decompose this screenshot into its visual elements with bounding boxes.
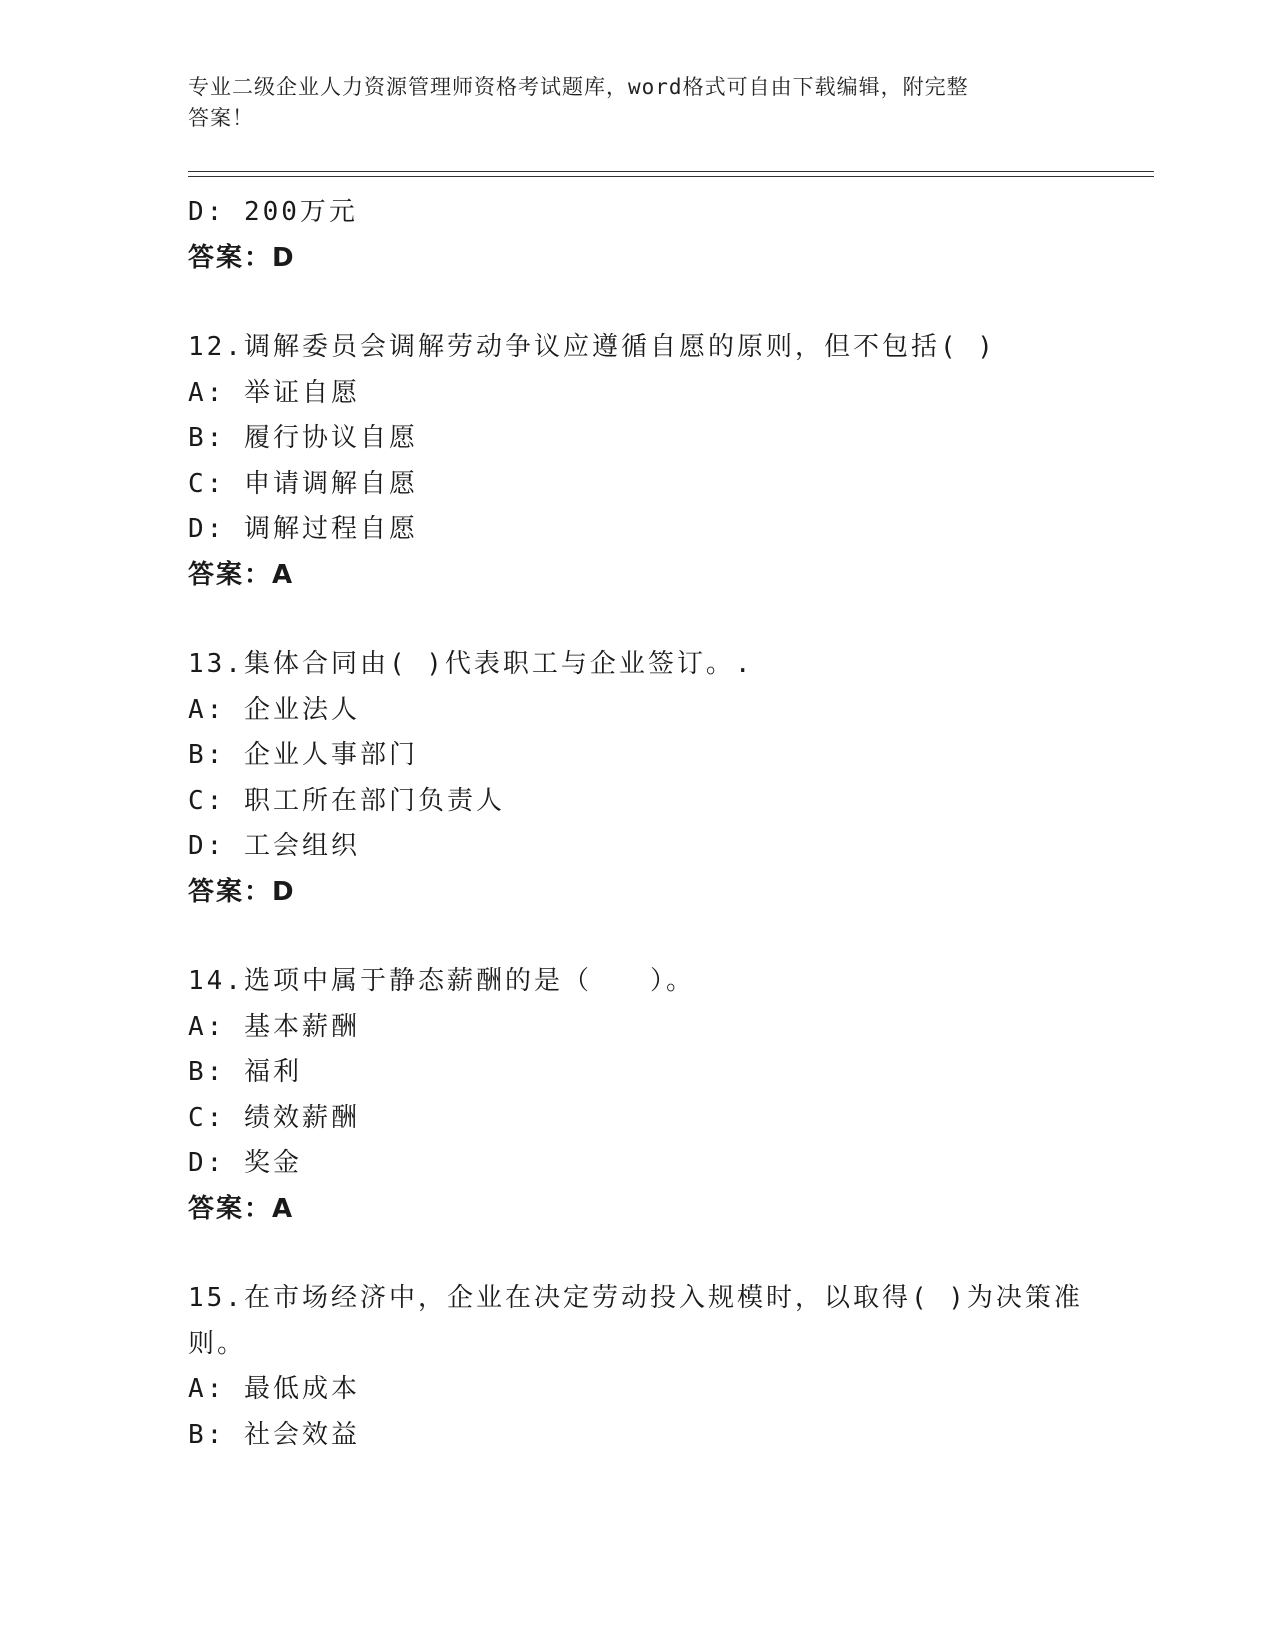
spacer	[188, 915, 1088, 959]
spacer	[188, 598, 1088, 642]
option-b: B: 社会效益	[188, 1419, 360, 1450]
option-b: B: 履行协议自愿	[188, 423, 418, 453]
question-14	[188, 959, 1088, 1232]
header-rule-top	[188, 171, 1154, 172]
answer: 答案：A	[188, 1193, 295, 1224]
question-15	[188, 1276, 1088, 1458]
option-a: A: 企业法人	[188, 694, 360, 725]
option-a: A: 最低成本	[188, 1374, 360, 1404]
option-d: D: 调解过程自愿	[188, 514, 418, 544]
spacer	[188, 1232, 1088, 1276]
option-d: D: 奖金	[188, 1148, 302, 1178]
option-c: C: 绩效薪酬	[188, 1102, 360, 1133]
q11-option-d: D: 200万元	[188, 197, 358, 227]
question-list	[188, 190, 1088, 1458]
spacer	[188, 281, 1088, 325]
answer: 答案：A	[188, 559, 295, 590]
q11-answer: 答案：D	[188, 242, 296, 273]
question-stem: 12.调解委员会调解劳动争议应遵循自愿的原则，但不包括( )	[188, 332, 996, 362]
option-c: C: 职工所在部门负责人	[188, 785, 505, 816]
header-rule-bottom	[188, 176, 1154, 177]
option-a: A: 基本薪酬	[188, 1011, 360, 1042]
answer: 答案：D	[188, 876, 296, 907]
question-stem-line-2: 则。	[188, 1328, 247, 1359]
header-title-line-2: 答案！	[188, 106, 254, 130]
question-stem-line-1: 15.在市场经济中，企业在决定劳动投入规模时，以取得( )为决策准	[188, 1283, 1083, 1313]
option-b: B: 福利	[188, 1057, 302, 1087]
question-13	[188, 642, 1088, 915]
page-header	[188, 72, 1088, 134]
option-c: C: 申请调解自愿	[188, 468, 418, 499]
option-a: A: 举证自愿	[188, 377, 360, 408]
question-12	[188, 325, 1088, 598]
header-title-line-1: 专业二级企业人力资源管理师资格考试题库，word格式可自由下载编辑，附完整	[188, 75, 969, 99]
question-stem: 13.集体合同由( )代表职工与企业签订。.	[188, 649, 754, 679]
question-stem: 14.选项中属于静态薪酬的是（ ）。	[188, 966, 695, 996]
option-d: D: 工会组织	[188, 831, 360, 861]
option-b: B: 企业人事部门	[188, 740, 418, 770]
